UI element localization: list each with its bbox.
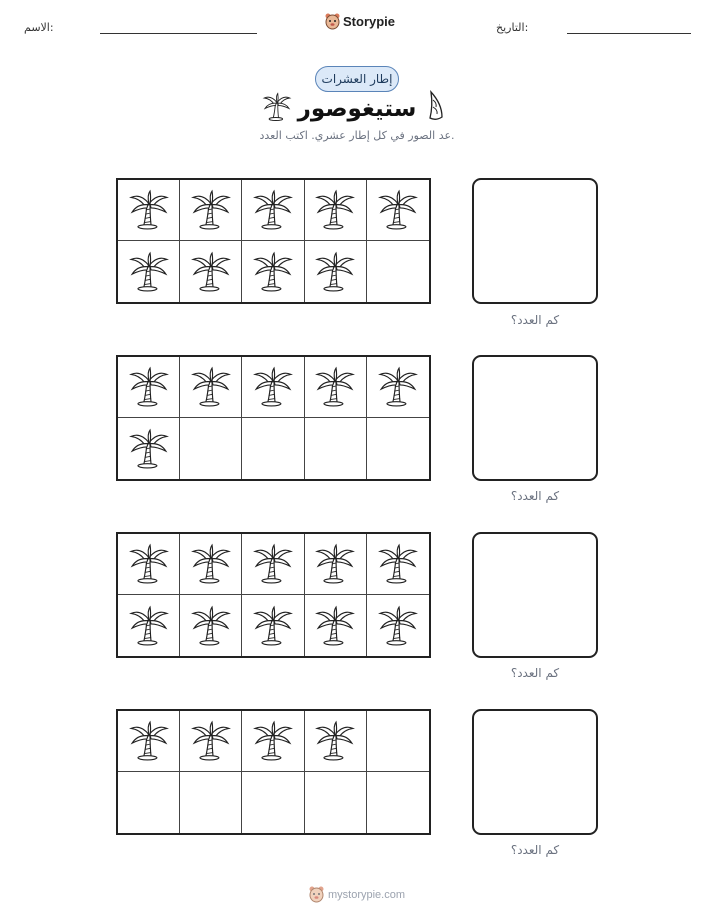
palm-tree-icon — [314, 720, 356, 762]
ten-frame-cell — [118, 418, 180, 479]
palm-tree-icon — [252, 543, 294, 585]
ten-frame-cell — [180, 180, 242, 241]
palm-tree-icon — [190, 251, 232, 293]
ten-frame-cell — [118, 241, 180, 302]
ten-frame-cell — [242, 418, 304, 479]
palm-tree-icon — [252, 720, 294, 762]
ten-frame-cell — [118, 595, 180, 656]
palm-tree-icon — [314, 366, 356, 408]
date-label: التاريخ: — [496, 21, 529, 34]
ten-frame-cell — [367, 534, 429, 595]
palm-tree-icon — [252, 189, 294, 231]
palm-tree-icon — [128, 720, 170, 762]
ten-frame-cell — [367, 711, 429, 772]
page-title: ستيغوصور — [297, 96, 417, 122]
name-label: الاسم: — [24, 21, 54, 34]
palm-tree-icon — [377, 605, 419, 647]
palm-tree-icon — [128, 428, 170, 470]
question-label-3: كم العدد؟ — [510, 666, 560, 680]
ten-frame-cell — [305, 534, 367, 595]
ten-frame-cell — [242, 711, 304, 772]
ten-frame-3 — [116, 532, 431, 658]
ten-frame-cell — [305, 772, 367, 833]
ten-frame-4 — [116, 709, 431, 835]
ten-frame-cell — [305, 241, 367, 302]
ten-frame-cell — [305, 180, 367, 241]
ten-frame-cell — [180, 772, 242, 833]
ten-frame-1 — [116, 178, 431, 304]
ten-frame-cell — [242, 241, 304, 302]
topic-badge: إطار العشرات — [315, 66, 399, 92]
palm-tree-icon — [128, 605, 170, 647]
palm-tree-icon — [314, 543, 356, 585]
palm-tree-icon — [128, 543, 170, 585]
ten-frame-cell — [180, 357, 242, 418]
ten-frame-cell — [118, 357, 180, 418]
brand-logo — [325, 13, 395, 30]
ten-frame-cell — [367, 772, 429, 833]
ten-frame-cell — [242, 772, 304, 833]
palm-tree-icon — [252, 366, 294, 408]
palm-tree-icon — [128, 189, 170, 231]
ten-frame-cell — [305, 711, 367, 772]
ten-frame-cell — [180, 711, 242, 772]
ten-frame-cell — [242, 180, 304, 241]
palm-tree-icon — [314, 605, 356, 647]
storypie-mascot-icon — [309, 886, 324, 903]
ten-frame-cell — [118, 772, 180, 833]
question-label-4: كم العدد؟ — [510, 843, 560, 857]
ten-frame-cell — [305, 595, 367, 656]
answer-box-4[interactable] — [472, 709, 598, 835]
palm-tree-icon — [128, 251, 170, 293]
ten-frame-cell — [180, 595, 242, 656]
date-line[interactable] — [567, 33, 691, 34]
palm-tree-icon — [190, 720, 232, 762]
ten-frame-cell — [367, 595, 429, 656]
palm-tree-icon — [190, 366, 232, 408]
ten-frame-cell — [367, 180, 429, 241]
answer-box-2[interactable] — [472, 355, 598, 481]
storypie-mascot-icon — [325, 13, 340, 30]
name-line[interactable] — [100, 33, 257, 34]
ten-frame-cell — [305, 418, 367, 479]
footer-url: mystorypie.com — [328, 888, 406, 901]
ten-frame-cell — [242, 595, 304, 656]
ten-frame-cell — [180, 534, 242, 595]
palm-tree-icon — [190, 605, 232, 647]
brand-name: Storypie — [343, 14, 396, 29]
ten-frame-cell — [242, 534, 304, 595]
ten-frame-cell — [118, 534, 180, 595]
question-label-2: كم العدد؟ — [510, 489, 560, 503]
palm-tree-icon — [190, 189, 232, 231]
footer — [309, 886, 405, 903]
palm-tree-icon — [252, 251, 294, 293]
ten-frame-2 — [116, 355, 431, 481]
ten-frame-cell — [367, 418, 429, 479]
ten-frame-cell — [180, 418, 242, 479]
question-label-1: كم العدد؟ — [510, 313, 560, 327]
ten-frame-cell — [367, 241, 429, 302]
palm-tree-icon — [190, 543, 232, 585]
palm-tree-icon — [377, 366, 419, 408]
ten-frame-cell — [118, 180, 180, 241]
palm-tree-icon — [128, 366, 170, 408]
ten-frame-cell — [305, 357, 367, 418]
ten-frame-cell — [242, 357, 304, 418]
palm-tree-icon — [252, 605, 294, 647]
answer-box-1[interactable] — [472, 178, 598, 304]
palm-tree-icon — [314, 189, 356, 231]
stegosaurus-spike-icon — [425, 90, 447, 122]
ten-frame-cell — [180, 241, 242, 302]
answer-box-3[interactable] — [472, 532, 598, 658]
ten-frame-cell — [367, 357, 429, 418]
instructions: عد الصور في كل إطار عشري. اكتب العدد. — [259, 129, 455, 142]
ten-frame-cell — [118, 711, 180, 772]
palm-tree-icon — [314, 251, 356, 293]
palm-tree-icon — [377, 543, 419, 585]
palm-tree-icon — [377, 189, 419, 231]
